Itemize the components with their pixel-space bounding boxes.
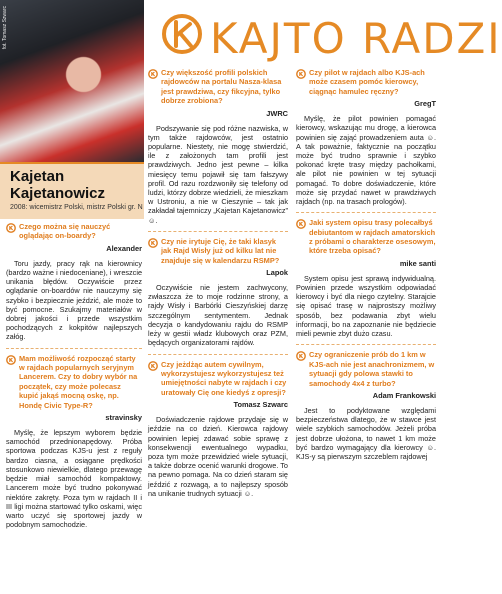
- answer-text: Jest to podyktowane względami bezpieczeństwa dlatego, że w stawce jest wiele szybkich samochodów. Jeżeli próba jest dobrze ułożona, to nawet 1 km może być bardzo wymagający dla kierowcy ☺. KJS-y są pierwszym szczeblem rajdowej: [296, 405, 436, 461]
- question-bullet-icon: [296, 219, 306, 229]
- question-author: Lapok: [266, 268, 288, 278]
- question-text: Czego można się nauczyć oglądając on-boardy?: [19, 222, 111, 241]
- column-middle: [148, 68, 288, 504]
- question-block: [296, 218, 436, 256]
- question-author: stravinsky: [105, 413, 142, 423]
- question-bullet-icon: [148, 238, 158, 248]
- question-bullet-icon: [148, 361, 158, 371]
- question-author: Tomasz Szwarc: [233, 400, 288, 410]
- question-text: Mam możliwość rozpocząć starty w rajdach popularnych seryjnym Lancerem. Czy to dobry wybór na początek, czy może polecasz kupić jakąś mocną oskę, np. Hondę Civic Type-R?: [19, 353, 138, 410]
- column-header: [146, 10, 502, 63]
- question-block: [296, 68, 436, 96]
- question-author: mike santi: [399, 258, 436, 268]
- answer-text: Podszywanie się pod różne nazwiska, w tym także rajdowców, jest ostatnio popularne. Niestety, nie mogę stwierdzić, ile z założonych tam profili jest prawdziwych. Jedno jest pewne – kilka miesięcy temu pojawił się tam fałszywy profil. Od razu rozdzwoniły się telefony od ludzi, którzy dobrze wiedzieli, że mieszkam w Ustroniu, a nie w Cieszynie – tak jak zakładał tajemniczy „Kajetan Kajetanowicz” ☺.: [148, 123, 288, 225]
- divider: [296, 212, 436, 213]
- photo-credit: fot. Tomasz Szwarc: [2, 6, 8, 50]
- question-text: Czy nie irytuje Cię, że taki klasyk jak Rajd Wisły już od kilku lat nie znajduje się w kalendarzu RSMP?: [161, 236, 280, 265]
- answer-text: Myślę, że pilot powinien pomagać kierowcy, wskazując mu drogę, a kierowca powinien się zająć prowadzeniem auta ☺. A tak poważnie, faktycznie na początku może być trudno sprawnie i szybko pokonać kręte trasy między pachołkami, ale pilot nie powinien w tej sytuacji pomagać. To dobre doświadczenie, które może się przydać nawet w prawdziwych rajdach (np. na trasach prologów).: [296, 114, 436, 207]
- question-text: Czy ograniczenie prób do 1 km w KJS-ach nie jest anachronizmem, w sytuacji gdy polowa stawki to samochody 4x4 z turbo?: [309, 350, 435, 388]
- divider: [296, 344, 436, 345]
- question-text: Jaki system opisu trasy polecałbyś debiutantom w rajdach amatorskich z próbami o charakterze osesowym, które trzeba opisać?: [309, 218, 436, 256]
- question-author: GregT: [414, 99, 436, 109]
- question-block: [296, 350, 436, 388]
- question-block: [148, 68, 288, 106]
- divider: [148, 354, 288, 355]
- question-bullet-icon: [296, 69, 306, 79]
- answer-text: Toru jazdy, pracy rąk na kierownicy (bardzo ważne i niedoceniane), i wreszcie unikania błędów. Oczywiście przez oglądanie on-boardów nie nauczymy się szybko i bezpiecznie jeździć, ale może to być pomocne. Szukajmy materiałów w dobrej jakości i przede wszystkim pochodzących z kokpitów najlepszych załóg.: [6, 258, 142, 342]
- k-logo-icon: [162, 12, 202, 56]
- answer-text: Doświadczenie rajdowe przydaje się w jeździe na co dzień. Kierowca rajdowy powinien lepiej zdawać sobie sprawę z konsekwencji ewentualnego wypadku, poza tym może przewidzieć wiele sytuacji, a także dobrze ocenić warunki drogowe. To na pewno pomaga. Na co dzień staram się jeździć z rozwagą, a to najlepszy sposób na unikanie trudnych sytuacji ☺.: [148, 415, 288, 498]
- question-block: [6, 222, 142, 241]
- column-left: [6, 222, 142, 535]
- profile-subtitle: 2008: wicemistrz Polski, mistrz Polski gr. N: [10, 204, 143, 211]
- question-bullet-icon: [6, 223, 16, 233]
- divider: [148, 231, 288, 232]
- column-right: [296, 68, 436, 467]
- question-author: JWRC: [266, 108, 288, 118]
- question-bullet-icon: [148, 69, 158, 79]
- question-bullet-icon: [6, 355, 16, 365]
- question-bullet-icon: [296, 351, 306, 361]
- question-author: Adam Frankowski: [372, 390, 436, 400]
- question-block: [148, 360, 288, 398]
- divider: [6, 348, 142, 349]
- profile-box: [0, 162, 144, 219]
- question-text: Czy większość profili polskich rajdowców na portalu Nasza-klasa jest prawdziwa, czy fikcyjna, tylko dobrze zrobiona?: [161, 68, 282, 106]
- question-block: [148, 237, 288, 265]
- question-text: Czy jeżdżąc autem cywilnym, wykorzystujesz wykorzystujesz też umiejętności nabyte w rajdach i czy uratowały Cię one kiedyś z opresji?: [161, 359, 287, 397]
- profile-first-name: Kajetan: [10, 168, 65, 185]
- question-block: [6, 354, 142, 410]
- answer-text: Oczywiście nie jestem zachwycony, zwłaszcza że to moje rodzinne strony, a rajdy Wisły i Barbórki Cieszyńskiej darzę szczególnym sentymentem. Jednak decyzja o kandydowaniu rajdu do RSMP leży w gestii władz klubowych oraz PZM, będących organizatorami rajdów.: [148, 283, 288, 348]
- answer-text: Myślę, że lepszym wyborem będzie samochód przednionapędowy. Próba sportowa podczas KJS-u jest z reguły bardzo ciasna, a osiągane prędkości stosunkowo niewielkie, dlatego przewagę będzie miał samochód kompaktowy. Lancerem może być trudno pokonywać niektóre zakręty. Poza tym w rajdach II i III ligi można startować tylko oskami, więc warto uczyć się sportowej jazdy w podobnym samochodzie.: [6, 428, 142, 530]
- question-text: Czy pilot w rajdach albo KJS-ach może czasem pomóc kierowcy, ciągnąc hamulec ręczny?: [309, 68, 425, 96]
- question-author: Alexander: [106, 243, 142, 253]
- answer-text: System opisu jest sprawą indywidualną. Powinien przede wszystkim odpowiadać kierowcy i być dla niego czytelny. Starajcie się opisać trasę w najprostszy możliwy sposób, bez podawania zbyt wielu informacji, bo na zapoznanie nie będziecie mieli pewnie zbyt dużo czasu.: [296, 273, 436, 339]
- profile-last-name: Kajetanowicz: [10, 185, 106, 202]
- driver-photo: [0, 0, 144, 162]
- column-title: KAJTO RADZI: [210, 14, 502, 63]
